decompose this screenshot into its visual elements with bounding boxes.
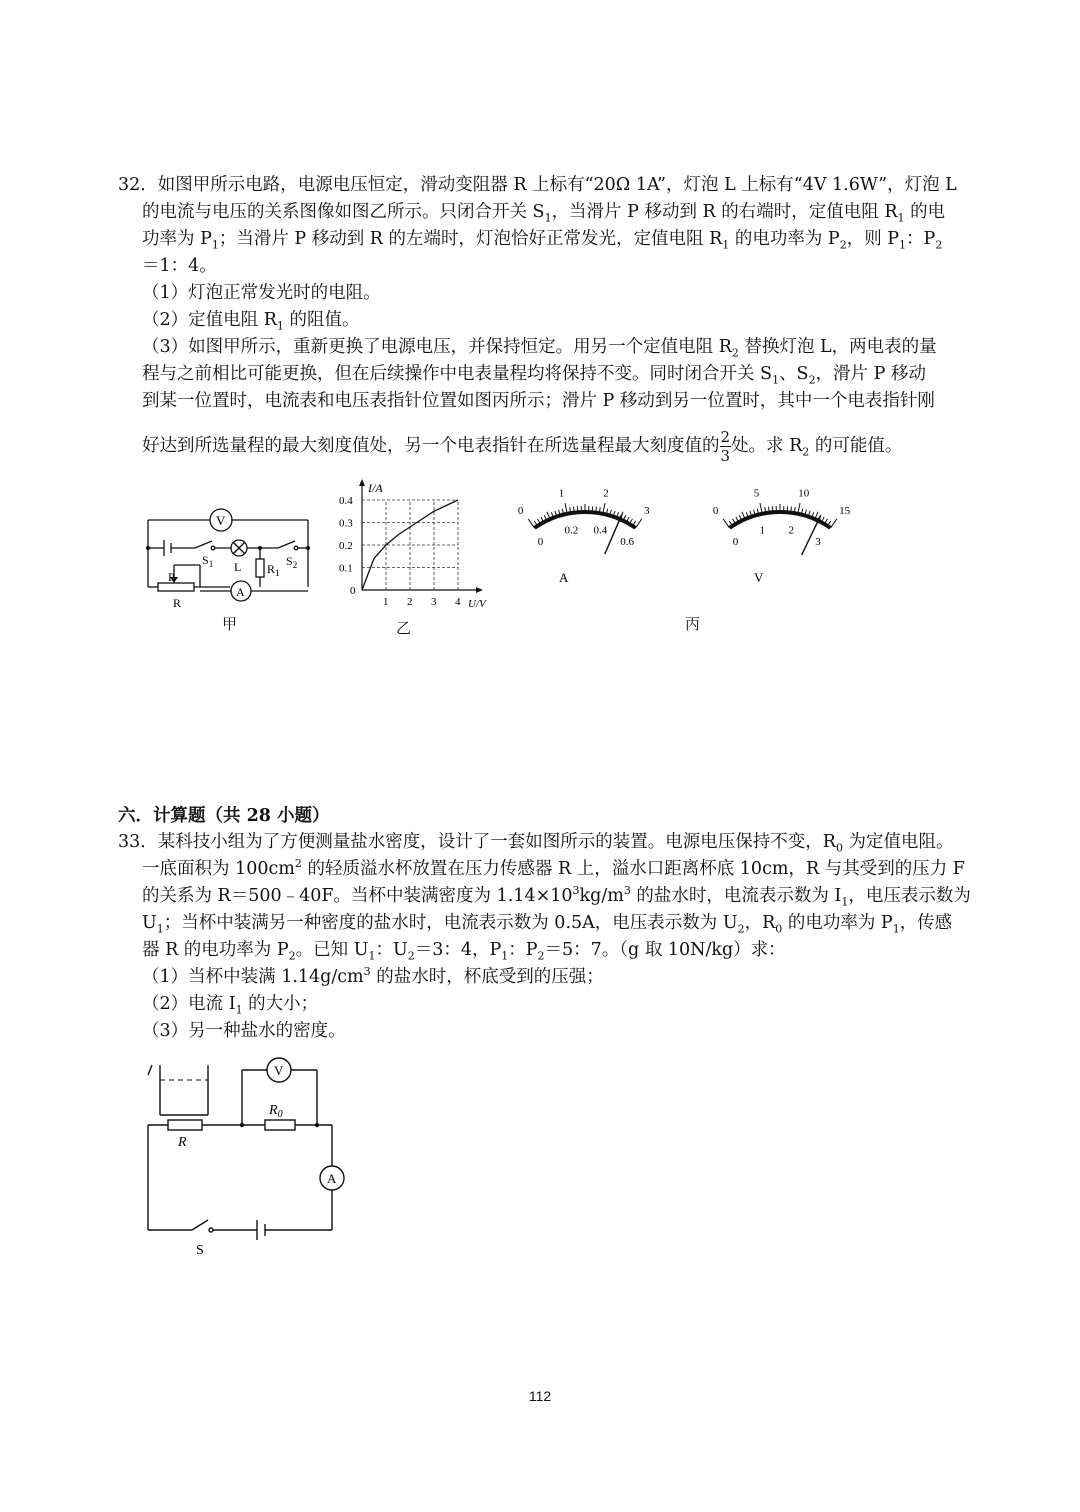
- q32-sub-1: （1）灯泡正常发光时的电阻。: [142, 283, 381, 303]
- voltmeter-label: V: [754, 570, 764, 585]
- voltmeter-upper-scale-label: 5: [753, 487, 760, 500]
- ammeter-label: A: [559, 570, 569, 585]
- rheostat-r-label: R: [173, 596, 182, 610]
- switch-s1-label: $S_1$: [202, 553, 214, 569]
- resistor-r1-label: $R_1$: [267, 562, 280, 578]
- x-tick-label: 1: [383, 596, 389, 608]
- section-heading: 六．计算题（共 28 小题）: [118, 806, 330, 826]
- meters-diagram-bing: [495, 485, 890, 585]
- fraction-two-thirds: $\frac{2}{3}$: [720, 428, 731, 465]
- q33-line-1: 33．某科技小组为了方便测量盐水密度，设计了一套如图所示的装置。电源电压保持不变，$R_0$ 为定值电阻。: [118, 832, 954, 855]
- q32-line-3: 功率为 $P_1$；当滑片 P 移动到 R 的左端时，灯泡恰好正常发光，定值电阻 $R_1$ 的电功率为 $P_2$，则 $P_1$：$P_2$: [142, 229, 943, 252]
- ammeter-lower-scale-label: 0: [537, 536, 544, 549]
- voltmeter-upper-scale-label: 15: [839, 504, 851, 517]
- circuit-diagram-q33: [140, 1050, 350, 1260]
- q33-ammeter-label: A: [327, 1171, 337, 1186]
- ammeter-lower-scale-label: 0.2: [564, 524, 579, 537]
- ammeter-lower-scale-label: 0.6: [620, 536, 635, 549]
- q32-sub-3-line-1: （3）如图甲所示，重新更换了电源电压，并保持恒定。用另一个定值电阻 $R_2$ 替换灯泡 L，两电表的量: [142, 337, 937, 360]
- y-tick-label: 0.3: [339, 517, 353, 530]
- figure-caption-yi: 乙: [396, 619, 412, 637]
- voltmeter-lower-scale-label: 2: [788, 524, 795, 537]
- ammeter-label: A: [236, 585, 245, 599]
- q33-r0-label: $R_0$: [269, 1103, 283, 1120]
- x-tick-label: 3: [431, 596, 437, 608]
- x-tick-label: 4: [455, 596, 461, 608]
- voltmeter-tick: [723, 519, 729, 528]
- y-tick-label: 0.2: [339, 540, 353, 552]
- q32-sub-2: （2）定值电阻 $R_1$ 的阻值。: [142, 310, 360, 333]
- voltmeter-lower-scale-label: 1: [759, 524, 765, 537]
- x-axis-label: U/V: [468, 598, 486, 610]
- ammeter-tick: [528, 519, 534, 528]
- q32-sub-3-line-3: 到某一位置时，电流表和电压表指针位置如图丙所示；滑片 P 移动到另一位置时，其中一个电表指针刚: [142, 391, 935, 411]
- q32-line-2: 的电流与电压的关系图像如图乙所示。只闭合开关 $S_1$，当滑片 P 移动到 R 的右端时，定值电阻 $R_1$ 的电: [142, 202, 946, 225]
- figure-caption-bing: 丙: [685, 615, 701, 633]
- q33-switch-label: S: [196, 1243, 204, 1258]
- x-axis-arrow: [476, 587, 483, 593]
- q33-sensor-r-label: R: [178, 1135, 187, 1150]
- q33-line-5: 器 R 的电功率为 $P_2$。已知 $U_1$：$U_2=3$：4，$P_1$：$P_2=5$：7。（g 取 10N/kg）求：: [142, 940, 786, 963]
- switch-s2-label: $S_2$: [286, 554, 298, 570]
- q32-sub-3-line-2: 程与之前相比可能更换，但在后续操作中电表量程均将保持不变。同时闭合开关 $S_1$、$S_2$，滑片 P 移动: [142, 364, 926, 387]
- q33-sub-2: （2）电流 $I_1$ 的大小；: [142, 994, 319, 1017]
- voltmeter-label: V: [216, 513, 226, 528]
- q32-sub-3-line-4: 好达到所选量程的最大刻度值处，另一个电表指针在所选量程最大刻度值的 $\frac{2}{3}$ 处。求 $R_2$ 的可能值。: [142, 428, 903, 465]
- y-tick-label: 0.1: [339, 562, 353, 575]
- q33-line-3: 的关系为 R＝500﹣40F。当杯中装满密度为 $1.14\times 10^3kg/m^3$ 的盐水时，电流表示数为 $I_1$，电压表示数为: [142, 884, 971, 909]
- q33-sub-3: （3）另一种盐水的密度。: [142, 1021, 346, 1041]
- y-axis-arrow: [359, 479, 365, 486]
- y-axis-label: I/A: [368, 481, 383, 495]
- ammeter-lower-scale-label: 0.4: [593, 524, 608, 537]
- ammeter-upper-scale-label: 2: [603, 487, 609, 500]
- ammeter-upper-scale-label: 0: [517, 504, 524, 517]
- q33-line-2: 一底面积为 $100cm^2$ 的轻质溢水杯放置在压力传感器 R 上，溢水口距离杯底 10cm，R 与其受到的压力 F: [142, 857, 965, 879]
- circuit-diagram-jia: [140, 505, 320, 615]
- q33-sub-1: （1）当杯中装满 $1.14g/cm^3$ 的盐水时，杯底受到的压强；: [142, 965, 604, 987]
- x-tick-label: 2: [407, 596, 413, 608]
- voltmeter-upper-scale-label: 0: [712, 504, 719, 517]
- y-tick-label: 0.4: [339, 495, 353, 507]
- q33-voltmeter-label: V: [274, 1063, 284, 1078]
- voltmeter-tick: [830, 519, 836, 528]
- voltmeter-lower-scale-label: 0: [732, 536, 739, 549]
- figure-caption-jia: 甲: [222, 615, 238, 633]
- voltmeter-lower-scale-label: 3: [815, 536, 821, 549]
- chart-i-u-curve: [330, 475, 500, 620]
- q32-line-4: ＝1：4。: [142, 256, 217, 276]
- ammeter-upper-scale-label: 1: [558, 487, 565, 500]
- q32-line-1: 32．如图甲所示电路，电源电压恒定，滑动变阻器 R 上标有“20Ω 1A”，灯泡 L 上标有“4V 1.6W”，灯泡 L: [118, 175, 957, 195]
- page-number: 112: [528, 1388, 552, 1404]
- q33-line-4: $U_1$；当杯中装满另一种密度的盐水时，电流表示数为 0.5A，电压表示数为 $U_2$，$R_0$ 的电功率为 $P_1$，传感: [142, 913, 953, 936]
- lamp-label: L: [234, 560, 242, 574]
- origin-label: 0: [350, 585, 356, 597]
- slider-p-label: P: [168, 570, 175, 584]
- ammeter-tick: [635, 519, 641, 528]
- voltmeter-upper-scale-label: 10: [798, 487, 810, 500]
- ammeter-upper-scale-label: 3: [644, 504, 650, 517]
